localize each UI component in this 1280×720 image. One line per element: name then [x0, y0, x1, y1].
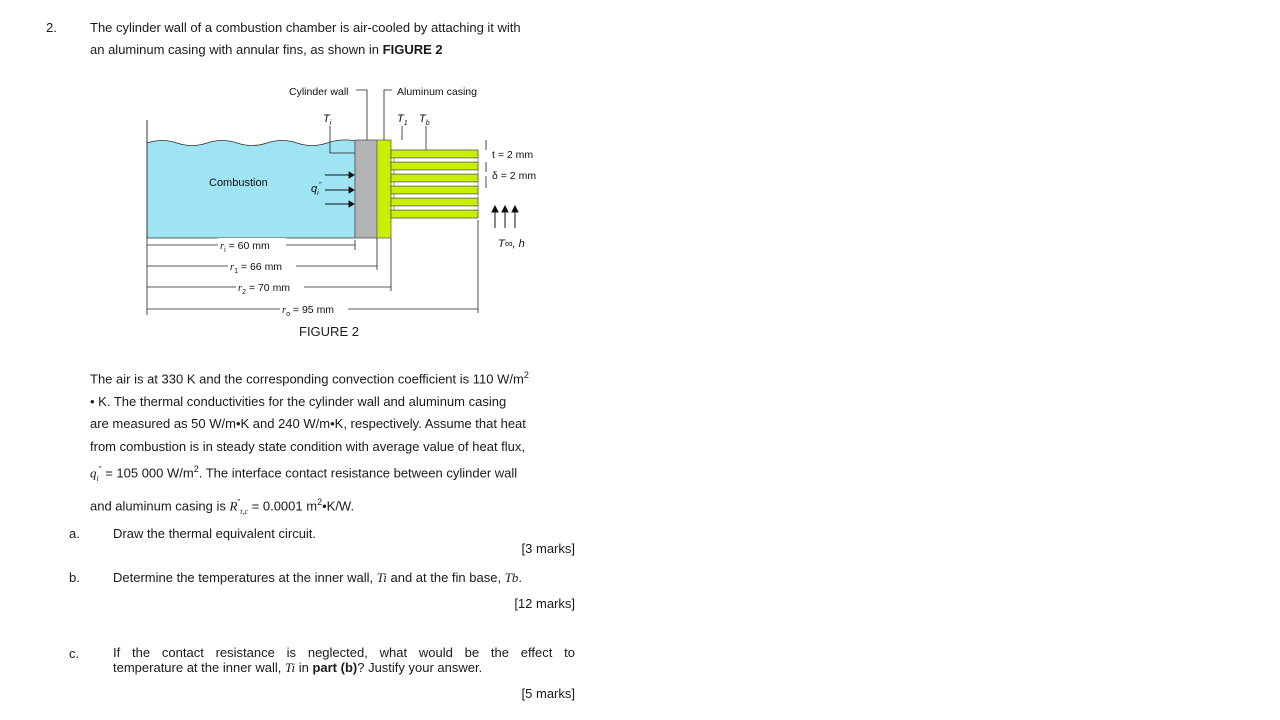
body-line-5: $q_i^" = 105$ 000 $W/m^2$. The interface contact resistance between cylinder wall — [90, 464, 518, 484]
part-b-letter: b. — [69, 570, 80, 585]
fin-4 — [391, 186, 478, 194]
cylinder-wall — [355, 140, 377, 238]
aluminum-casing-label: Aluminum casing — [397, 86, 477, 98]
tb-label: $T_b$ — [419, 113, 430, 127]
ri-label: $r_i = 60$ mm — [220, 240, 270, 254]
body-line-3: are measured as 50 W/m•K and 240 W/m•K, respectively. Assume that heat — [90, 416, 526, 432]
r2-label: $r_2 = 70$ mm — [238, 282, 291, 296]
part-a-text: Draw the thermal equivalent circuit. — [113, 526, 317, 541]
body-line-6: and aluminum casing is $R^"_{t,c} = 0.0001$ $m^2•K/W$. — [90, 496, 355, 516]
part-b-marks: [12 marks] — [514, 596, 575, 611]
question-intro-line2 — [90, 41, 443, 58]
intro-text: an aluminum casing with annular fins, as shown in — [90, 42, 383, 57]
t1-label: $T_1$ — [397, 113, 408, 127]
fin-thickness-label: t = 2 mm — [492, 149, 534, 161]
part-c-marks: [5 marks] — [521, 686, 575, 701]
part-c-text — [113, 645, 575, 675]
question-intro-line1: The cylinder wall of a combustion chamber is air-cooled by attaching it with — [90, 20, 521, 35]
fin-6 — [391, 210, 478, 218]
part-a-letter: a. — [69, 526, 80, 541]
figure-caption: FIGURE 2 — [299, 324, 359, 339]
aluminum-casing-leader — [384, 90, 392, 140]
ro-label: $r_o = 95$ mm — [282, 304, 335, 318]
fin-3 — [391, 174, 478, 182]
part-a-marks: [3 marks] — [521, 541, 575, 556]
r1-label: $r_1 = 66$ mm — [230, 261, 283, 275]
body-line-4: from combustion is in steady state condition with average value of heat flux, — [90, 438, 526, 454]
body-line-2: • K. The thermal conductivities for the cylinder wall and aluminum casing — [90, 393, 507, 409]
part-c-letter: c. — [69, 646, 80, 661]
figure-2-diagram — [140, 80, 560, 345]
intro-figure-ref: FIGURE 2 — [382, 42, 443, 57]
fin-gap-1 — [394, 158, 478, 162]
question-number: 2. — [46, 20, 57, 35]
ti-label: $T_i$ — [323, 113, 332, 127]
air-arrow-head-2 — [502, 206, 508, 212]
fin-gap-4 — [394, 194, 478, 198]
part-b-text: Determine the temperatures at the inner wall, Ti and at the fin base, Tb. — [113, 570, 523, 585]
qi-label: $q_i^"$ — [311, 182, 322, 197]
aluminum-casing-base — [377, 140, 391, 238]
body-line-1: The air is at 330 K and the corresponding convection coefficient is 110 $W/m^2$ — [90, 370, 529, 387]
fin-1 — [391, 150, 478, 158]
fin-spacing-label: δ = 2 mm — [492, 170, 537, 182]
part-c-line-1: If the contact resistance is neglected, what would be the effect to — [113, 645, 575, 660]
fin-gap-2 — [394, 170, 478, 174]
fin-5 — [391, 198, 478, 206]
fin-gap-5 — [394, 206, 478, 210]
fin-gap-3 — [394, 182, 478, 186]
dimension-labels — [218, 238, 348, 318]
fin-2 — [391, 162, 478, 170]
part-c-line-2: temperature at the inner wall, Ti in part (b)? Justify your answer. — [113, 660, 483, 675]
cylinder-wall-label: Cylinder wall — [289, 86, 349, 98]
air-arrow-head-1 — [492, 206, 498, 212]
ambient-label: T∞, h — [498, 238, 525, 250]
combustion-label: Combustion — [209, 177, 268, 189]
cylinder-wall-leader — [356, 90, 367, 140]
air-arrow-head-3 — [512, 206, 518, 212]
problem-statement — [90, 364, 575, 523]
